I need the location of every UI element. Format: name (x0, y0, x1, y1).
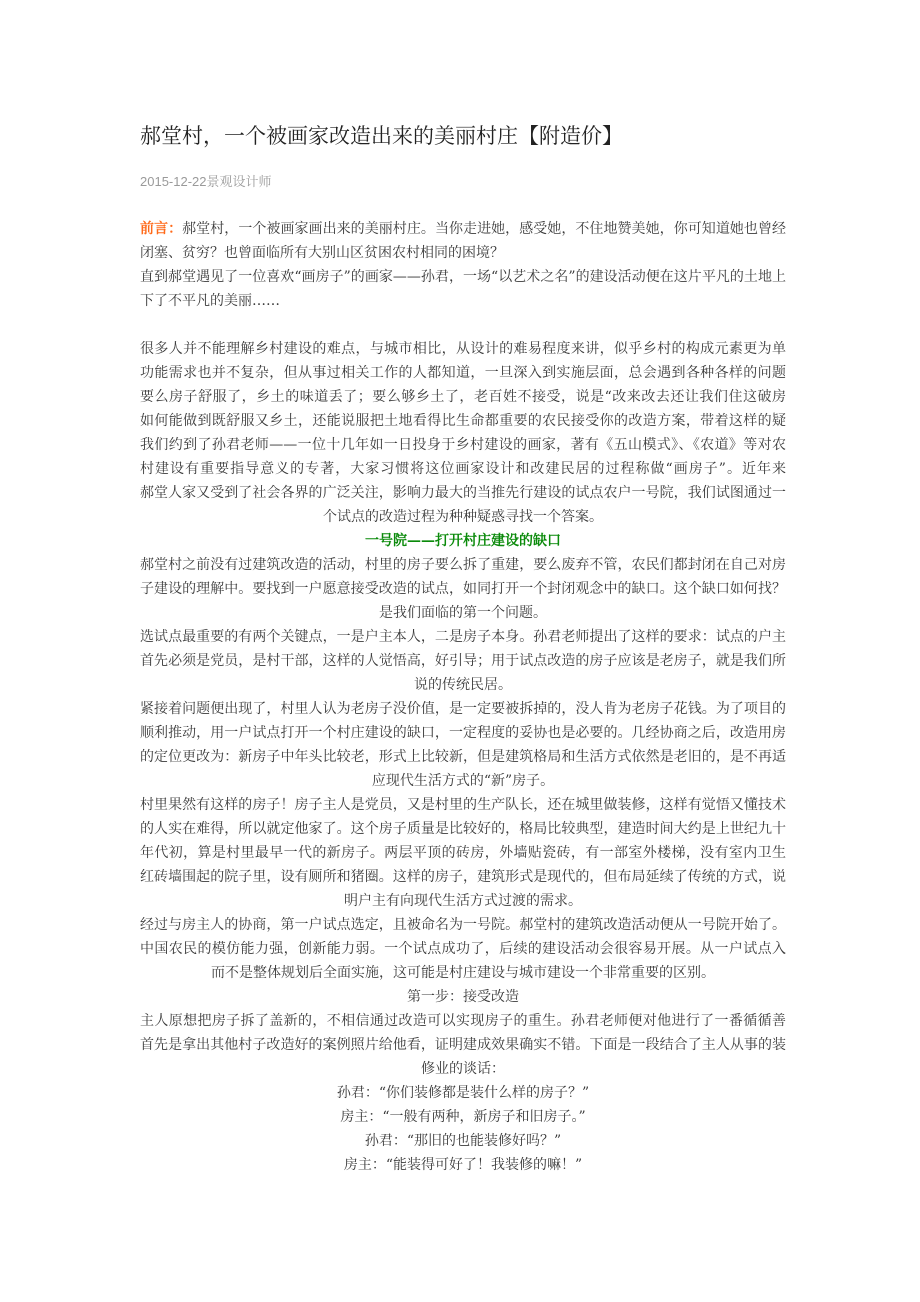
paragraph (140, 793, 786, 913)
paragraph-line: 郝堂村之前没有过建筑改造的活动，村里的房子要么拆了重建，要么废弃不管，农民们都封闭在自己对房 (140, 557, 786, 573)
paragraph-line: 村建设有重要指导意义的专著，大家习惯将这位画家设计和改建民居的过程称做“画房子”。近年来 (140, 461, 786, 477)
paragraph-line: 子建设的理解中。要找到一户愿意接受改造的试点，如同打开一个封闭观念中的缺口。这个缺口如何找？ (140, 581, 786, 597)
paragraph (140, 985, 786, 1009)
paragraph-line: 房主：“能装得可好了！我装修的嘛！” (343, 1157, 583, 1173)
section-content (140, 553, 786, 1177)
article-body (140, 217, 786, 1177)
paragraph-line: 紧接着问题便出现了，村里人认为老房子没价值，是一定要被拆掉的，没人肯为老房子花钱。为了项目的 (140, 701, 786, 717)
paragraph-line: 修业的谈话： (421, 1061, 505, 1077)
paragraph-line: 郝堂人家又受到了社会各界的广泛关注，影响力最大的当推先行建设的试点农户一号院，我们试图通过一 (140, 485, 786, 501)
paragraph-line: 如何能做到既舒服又乡土，还能说服把土地看得比生命都重要的农民接受你的改造方案，带着这样的疑 (140, 413, 786, 429)
paragraph-line: 很多人并不能理解乡村建设的难点，与城市相比，从设计的难易程度来讲，似乎乡村的构成元素更为单 (140, 341, 786, 357)
paragraph-line: 第一步：接受改造 (407, 989, 519, 1005)
article-date: 2015-12-22 (140, 174, 207, 189)
paragraph (140, 337, 786, 529)
paragraph (140, 1153, 786, 1177)
paragraph-line: 是我们面临的第一个问题。 (379, 605, 547, 621)
paragraph-line: 经过与房主人的协商，第一户试点选定，且被命名为一号院。郝堂村的建筑改造活动便从一号院开始了。 (140, 917, 786, 933)
paragraph (140, 1081, 786, 1105)
article-author: 景观设计师 (206, 174, 272, 189)
paragraph-line: 说的传统民居。 (414, 677, 512, 693)
paragraph (140, 625, 786, 697)
paragraph-line: 首先必须是党员，是村干部，这样的人觉悟高，好引导；用于试点改造的房子应该是老房子，就是我们所 (140, 653, 786, 669)
preface-line: 下了不平凡的美丽…… (140, 293, 280, 309)
paragraph-line: 首先是拿出其他村子改造好的案例照片给他看，证明建成效果确实不错。下面是一段结合了主人从事的装 (140, 1037, 786, 1053)
paragraph (140, 913, 786, 985)
paragraph (140, 1129, 786, 1153)
paragraph (140, 1009, 786, 1081)
paragraph-line: 顺利推动，用一户试点打开一个村庄建设的缺口，一定程度的妥协也是必要的。几经协商之后，改造用房 (140, 725, 786, 741)
paragraph-line: 的定位更改为：新房子中年头比较老，形式上比较新，但是建筑格局和生活方式依然是老旧的，是不再适 (140, 749, 786, 765)
paragraph (140, 553, 786, 625)
paragraph-line: 应现代生活方式的“新”房子。 (371, 773, 555, 789)
paragraph-line: 村里果然有这样的房子！房子主人是党员，又是村里的生产队长，还在城里做装修，这样有觉悟又懂技术 (140, 797, 786, 813)
intro-paragraph (140, 337, 786, 529)
preface-line: 直到郝堂遇见了一位喜欢“画房子”的画家——孙君，一场“以艺术之名”的建设活动便在这片平凡的土地上 (140, 269, 786, 285)
paragraph-line: 的人实在难得，所以就定他家了。这个房子质量是比较好的，格局比较典型，建造时间大约是上世纪九十 (140, 821, 786, 837)
paragraph-line: 选试点最重要的有两个关键点，一是户主本人，二是房子本身。孙君老师提出了这样的要求：试点的户主 (140, 629, 786, 645)
preface-line: 闭塞、贫穷？也曾面临所有大别山区贫困农村相同的困境？ (140, 245, 504, 261)
paragraph-line: 中国农民的模仿能力强，创新能力弱。一个试点成功了，后续的建设活动会很容易开展。从一户试点入 (140, 941, 786, 957)
paragraph-line: 明户主有向现代生活方式过渡的需求。 (344, 893, 582, 909)
paragraph-line: 红砖墙围起的院子里，设有厕所和猪圈。这样的房子，建筑形式是现代的，但布局延续了传统的方式，说 (140, 869, 786, 885)
paragraph-line: 孙君：“你们装修都是装什么样的房子？” (336, 1085, 590, 1101)
preface-line: 前言：郝堂村，一个被画家画出来的美丽村庄。当你走进她，感受她，不住地赞美她，你可知道她也曾经 (140, 221, 786, 237)
paragraph-line: 孙君：“那旧的也能装修好吗？” (364, 1133, 562, 1149)
paragraph-line: 个试点的改造过程为种种疑惑寻找一个答案。 (323, 509, 603, 525)
paragraph-line: 年代初，算是村里最早一代的新房子。两层平顶的砖房，外墙贴瓷砖，有一部室外楼梯，没有室内卫生 (140, 845, 786, 861)
article-title: 郝堂村，一个被画家改造出来的美丽村庄【附造价】 (140, 124, 623, 148)
paragraph (140, 697, 786, 793)
preface-label: 前言： (140, 221, 183, 237)
paragraph-line: 功能需求也并不复杂，但从事过相关工作的人都知道，一旦深入到实施层面，总会遇到各种各样的问题 (140, 365, 786, 381)
article-meta (140, 171, 272, 190)
paragraph-line: 我们约到了孙君老师——一位十几年如一日投身于乡村建设的画家，著有《五山模式》、《农道》等对农 (140, 437, 786, 453)
paragraph-line: 要么房子舒服了，乡土的味道丢了；要么够乡土了，老百姓不接受，说是“改来改去还让我们住这破房 (140, 389, 786, 405)
paragraph-line: 房主：“一般有两种，新房子和旧房子。” (340, 1109, 586, 1125)
section-heading: 一号院——打开村庄建设的缺口 (365, 533, 561, 549)
paragraph-line: 而不是整体规划后全面实施，这可能是村庄建设与城市建设一个非常重要的区别。 (211, 965, 715, 981)
paragraph (140, 1105, 786, 1129)
paragraph-line: 主人原想把房子拆了盖新的，不相信通过改造可以实现房子的重生。孙君老师便对他进行了一番循循善 (140, 1013, 786, 1029)
